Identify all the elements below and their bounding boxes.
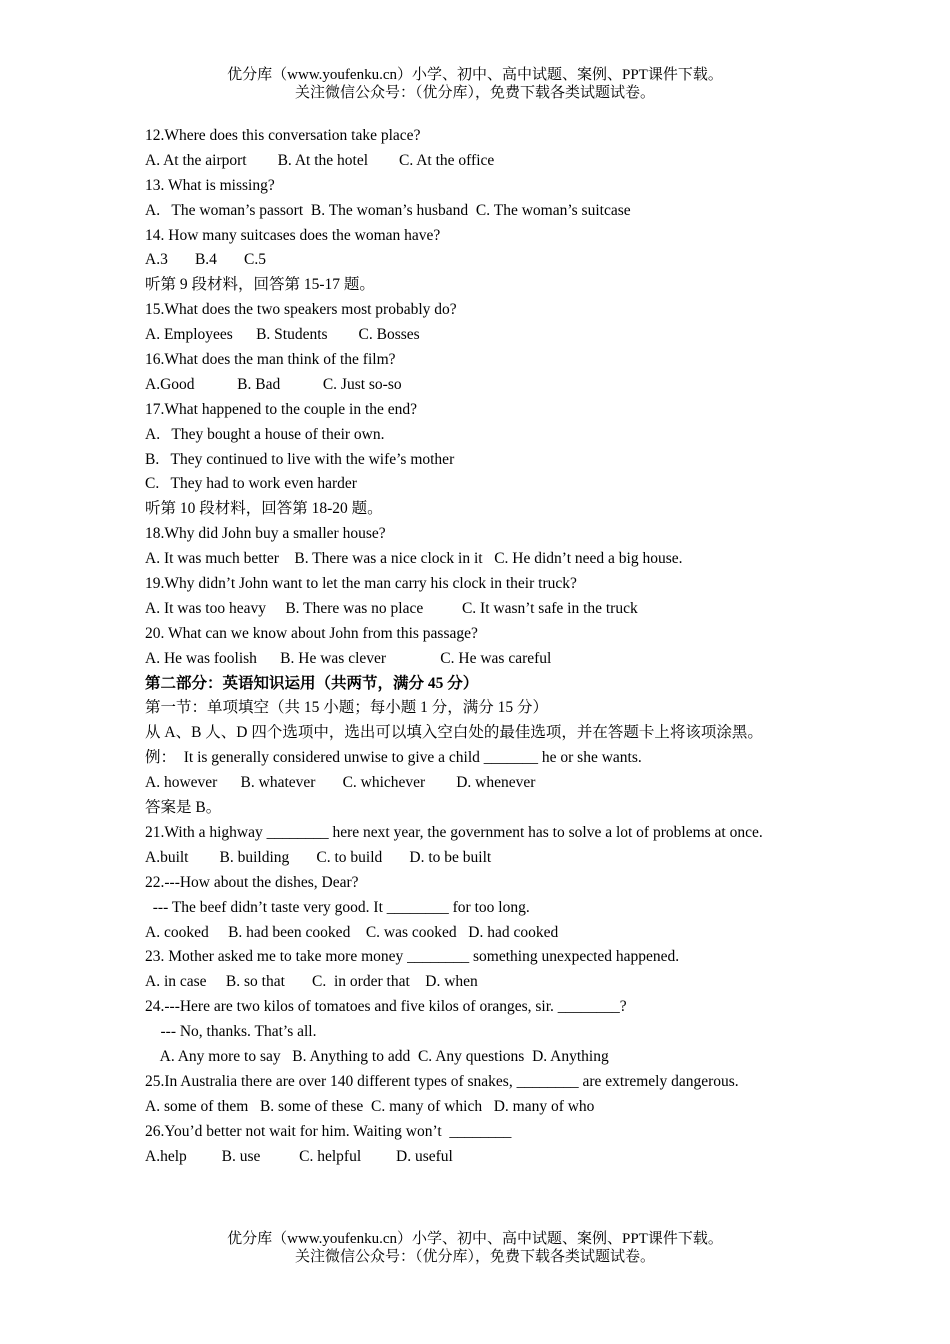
question-21: 21.With a highway ________ here next year, the government has to solve a lot of problems at once. xyxy=(145,823,763,841)
question-16: 16.What does the man think of the film? xyxy=(145,351,396,369)
question-15: 15.What does the two speakers most probably do? xyxy=(145,301,457,319)
options-18: A. It was much better B. There was a nice clock in it C. He didn’t need a big house. xyxy=(145,550,683,568)
part-two-heading: 第二部分：英语知识运用（共两节，满分 45 分） xyxy=(145,674,479,692)
options-25: A. some of them B. some of these C. many of which D. many of who xyxy=(145,1097,595,1115)
options-14: A.3 B.4 C.5 xyxy=(145,251,266,269)
section-one-heading: 第一节：单项填空（共 15 小题；每小题 1 分，满分 15 分） xyxy=(145,699,549,717)
options-12: A. At the airport B. At the hotel C. At the office xyxy=(145,151,495,169)
options-13: A. The woman’s passort B. The woman’s husband C. The woman’s suitcase xyxy=(145,201,631,219)
question-24-reply: --- No, thanks. That’s all. xyxy=(145,1023,317,1041)
option-17a: A. They bought a house of their own. xyxy=(145,425,385,443)
question-23: 23. Mother asked me to take more money ________ something unexpected happened. xyxy=(145,948,680,966)
section-instruction-10: 听第 10 段材料，回答第 18-20 题。 xyxy=(145,500,383,518)
section-instruction-9: 听第 9 段材料，回答第 15-17 题。 xyxy=(145,276,375,294)
options-19: A. It was too heavy B. There was no place C. It wasn’t safe in the truck xyxy=(145,599,638,617)
question-19: 19.Why didn’t John want to let the man carry his clock in their truck? xyxy=(145,575,577,593)
options-15: A. Employees B. Students C. Bosses xyxy=(145,326,420,344)
exam-content xyxy=(145,124,806,1169)
options-20: A. He was foolish B. He was clever C. He was careful xyxy=(145,649,552,667)
footer-line-2: 关注微信公众号：（优分库），免费下载各类试题试卷。 xyxy=(294,1249,655,1265)
question-22: 22.---How about the dishes, Dear? xyxy=(145,873,359,891)
option-17b: B. They continued to live with the wife’s mother xyxy=(145,450,455,468)
options-21: A.built B. building C. to build D. to be built xyxy=(145,848,492,866)
question-25: 25.In Australia there are over 140 different types of snakes, ________ are extremely dangerous. xyxy=(145,1072,739,1090)
options-26: A.help B. use C. helpful D. useful xyxy=(145,1147,453,1165)
page-header xyxy=(0,66,950,102)
options-23: A. in case B. so that C. in order that D. when xyxy=(145,973,478,991)
footer-line-1: 优分库（www.youfenku.cn）小学、初中、高中试题、案例、PPT课件下载。 xyxy=(227,1231,723,1247)
section-one-instruction: 从 A、B 人、D 四个选项中，选出可以填入空白处的最佳选项，并在答题卡上将该项涂黑。 xyxy=(145,724,763,742)
question-17: 17.What happened to the couple in the end? xyxy=(145,400,418,418)
options-22: A. cooked B. had been cooked C. was cooked D. had cooked xyxy=(145,923,559,941)
options-24: A. Any more to say B. Anything to add C. Any questions D. Anything xyxy=(145,1047,609,1065)
options-16: A.Good B. Bad C. Just so-so xyxy=(145,375,402,393)
header-line-1: 优分库（www.youfenku.cn）小学、初中、高中试题、案例、PPT课件下载。 xyxy=(227,67,723,83)
page-footer xyxy=(0,1230,950,1266)
example-answer: 答案是 B。 xyxy=(145,799,222,817)
question-14: 14. How many suitcases does the woman have? xyxy=(145,226,441,244)
option-17c: C. They had to work even harder xyxy=(145,475,357,493)
question-26: 26.You’d better not wait for him. Waiting won’t ________ xyxy=(145,1122,512,1140)
example-options: A. however B. whatever C. whichever D. whenever xyxy=(145,774,536,792)
question-22-reply: --- The beef didn’t taste very good. It ________ for too long. xyxy=(145,898,530,916)
question-24: 24.---Here are two kilos of tomatoes and five kilos of oranges, sir. ________? xyxy=(145,998,627,1016)
question-20: 20. What can we know about John from this passage? xyxy=(145,624,478,642)
question-13: 13. What is missing? xyxy=(145,176,275,194)
question-12: 12.Where does this conversation take place? xyxy=(145,127,421,144)
example-question: 例： It is generally considered unwise to give a child _______ he or she wants. xyxy=(145,749,642,767)
header-line-2: 关注微信公众号：（优分库），免费下载各类试题试卷。 xyxy=(294,85,655,101)
question-18: 18.Why did John buy a smaller house? xyxy=(145,525,386,543)
